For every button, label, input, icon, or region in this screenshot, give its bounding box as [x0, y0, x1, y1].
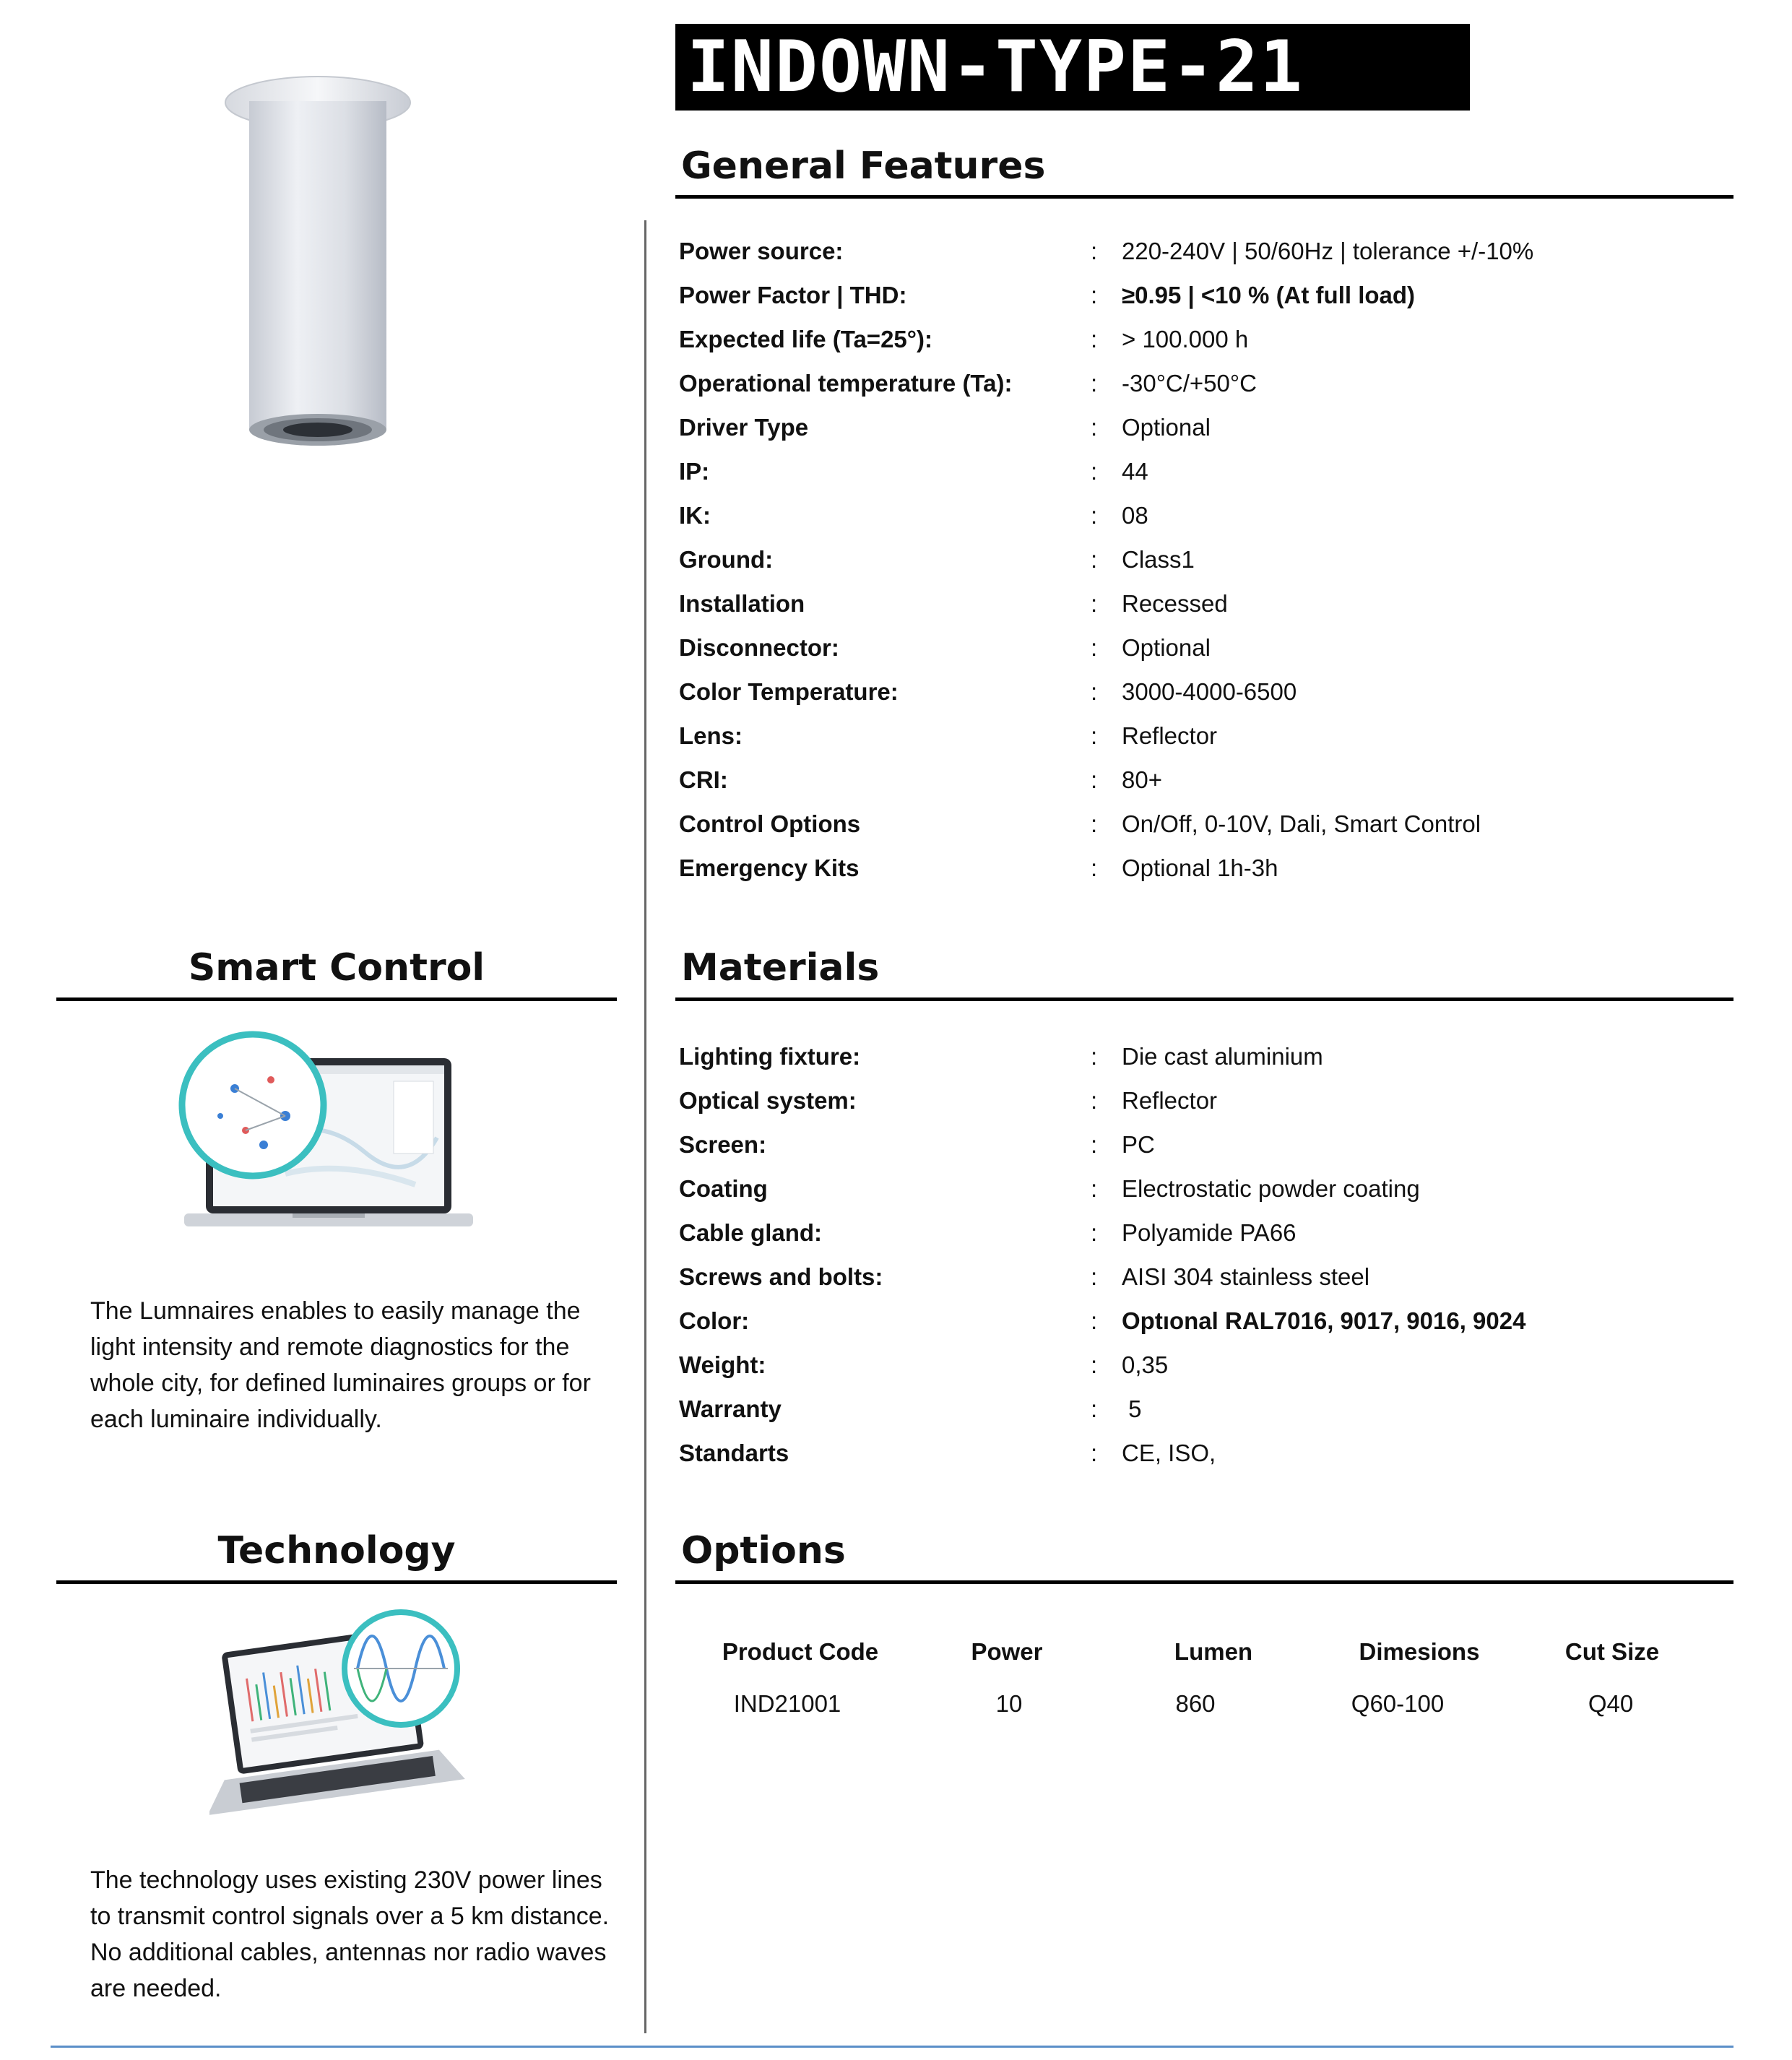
spec-colon: :: [1091, 854, 1098, 881]
spec-value: Reflector: [1122, 1087, 1218, 1114]
spec-value: 5: [1122, 1395, 1142, 1422]
spec-label: Color:: [679, 1307, 750, 1334]
spec-row: [679, 714, 1762, 758]
spec-colon: :: [1091, 1131, 1098, 1158]
spec-colon: :: [1091, 1263, 1098, 1290]
spec-label: Optical system:: [679, 1087, 857, 1114]
cell-dimensions: Q60-100: [1351, 1690, 1445, 1717]
spec-row: [679, 1211, 1762, 1255]
spec-label: Cable gland:: [679, 1219, 823, 1246]
smart-control-rule: [56, 997, 617, 1001]
technology-description: The technology uses existing 230V power lines to transmit control signals over a 5 km distance. No additional cables, antennas nor radio waves are needed.: [90, 1866, 610, 2002]
options-heading: Options: [681, 1529, 846, 1572]
spec-value: -30°C/+50°C: [1122, 370, 1257, 397]
spec-colon: :: [1091, 1307, 1098, 1334]
spec-row: [679, 229, 1762, 273]
spec-colon: :: [1091, 326, 1098, 352]
spec-colon: :: [1091, 678, 1098, 705]
spec-value: 08: [1122, 502, 1148, 529]
spec-label: Lens:: [679, 722, 743, 749]
spec-value: Optional 1h-3h: [1122, 854, 1278, 881]
spec-value: AISI 304 stainless steel: [1122, 1263, 1370, 1290]
spec-label: Warranty: [679, 1395, 782, 1422]
spec-colon: :: [1091, 1175, 1098, 1202]
spec-value: 3000-4000-6500: [1122, 678, 1297, 705]
column-header-cut-size: Cut Size: [1564, 1638, 1660, 1665]
spec-label: Lighting fixture:: [679, 1043, 861, 1070]
technology-heading: Technology: [217, 1529, 456, 1572]
spec-row: [679, 802, 1762, 846]
spec-value: Class1: [1122, 546, 1195, 573]
spec-label: Expected life (Ta=25°):: [679, 326, 932, 352]
spec-value: Optıonal RAL7016, 9017, 9016, 9024: [1122, 1307, 1526, 1334]
options-rule: [675, 1580, 1733, 1584]
footer-rule: [51, 2046, 1733, 2048]
spec-colon: :: [1091, 1395, 1098, 1422]
spec-colon: :: [1091, 1043, 1098, 1070]
spec-colon: :: [1091, 502, 1098, 529]
column-header-lumen: Lumen: [1174, 1638, 1253, 1665]
spec-row: [679, 1431, 1762, 1475]
spec-colon: :: [1091, 1351, 1098, 1378]
spec-value: 220-240V | 50/60Hz | tolerance +/-10%: [1122, 238, 1534, 264]
spec-row: [679, 1387, 1762, 1431]
spec-label: Installation: [679, 590, 805, 617]
spec-value: ≥0.95 | <10 % (At full load): [1122, 282, 1416, 308]
spec-row: [679, 537, 1762, 581]
spec-label: Disconnector:: [679, 634, 839, 661]
laptop-chart-image: [209, 1607, 484, 1817]
spec-colon: :: [1091, 1087, 1098, 1114]
spec-colon: :: [1091, 546, 1098, 573]
spec-value: Optional: [1122, 414, 1211, 441]
spec-label: Ground:: [679, 546, 774, 573]
spec-value: Optional: [1122, 634, 1211, 661]
spec-colon: :: [1091, 810, 1098, 837]
spec-colon: :: [1091, 414, 1098, 441]
spec-row: [679, 846, 1762, 890]
spec-row: [679, 317, 1762, 361]
spec-label: Control Options: [679, 810, 861, 837]
laptop-map-image: [177, 1029, 480, 1235]
spec-row: [679, 1122, 1762, 1167]
spec-label: CRI:: [679, 766, 728, 793]
product-image: [217, 72, 419, 455]
spec-row: [679, 1034, 1762, 1078]
spec-row: [679, 405, 1762, 449]
spec-row: [679, 581, 1762, 626]
spec-row: [679, 626, 1762, 670]
technology-rule: [56, 1580, 617, 1584]
spec-colon: :: [1091, 634, 1098, 661]
spec-value: PC: [1122, 1131, 1155, 1158]
spec-label: Driver Type: [679, 414, 809, 441]
spec-row: [679, 670, 1762, 714]
materials-table: [679, 1034, 1762, 1475]
cell-product-code: IND21001: [733, 1690, 841, 1717]
spec-row: [679, 1078, 1762, 1122]
spec-label: Screws and bolts:: [679, 1263, 883, 1290]
spec-row: [679, 1343, 1762, 1387]
column-divider: [644, 220, 646, 2033]
materials-rule: [675, 997, 1733, 1001]
spec-label: Screen:: [679, 1131, 767, 1158]
spec-colon: :: [1091, 458, 1098, 485]
spec-value: CE, ISO,: [1122, 1440, 1216, 1466]
general-features-heading: General Features: [681, 144, 1046, 188]
spec-value: Recessed: [1122, 590, 1228, 617]
spec-value: 80+: [1122, 766, 1162, 793]
spec-value: > 100.000 h: [1122, 326, 1249, 352]
column-header-dimensions: Dimesions: [1359, 1638, 1480, 1665]
spec-value: Die cast aluminium: [1122, 1043, 1323, 1070]
spec-colon: :: [1091, 1219, 1098, 1246]
spec-row: [679, 273, 1762, 317]
smart-control-heading: Smart Control: [188, 946, 485, 990]
general-features-rule: [675, 195, 1733, 199]
column-header-product-code: Product Code: [722, 1638, 879, 1665]
spec-label: Weight:: [679, 1351, 766, 1378]
spec-row: [679, 1255, 1762, 1299]
spec-label: IP:: [679, 458, 710, 485]
spec-label: Standarts: [679, 1440, 789, 1466]
column-header-power: Power: [971, 1638, 1043, 1665]
spec-row: [679, 758, 1762, 802]
cell-cut-size: Q40: [1588, 1690, 1634, 1717]
spec-value: 0,35: [1122, 1351, 1169, 1378]
spec-row: [679, 1167, 1762, 1211]
spec-row: [679, 449, 1762, 493]
spec-row: [679, 361, 1762, 405]
options-header-row: [679, 1638, 1726, 1682]
spec-label: Power source:: [679, 238, 844, 264]
spec-colon: :: [1091, 370, 1098, 397]
table-row: [679, 1690, 1726, 1734]
product-title: INDOWN-TYPE-21: [675, 24, 1470, 111]
spec-label: Operational temperature (Ta):: [679, 370, 1013, 397]
smart-control-description: The Lumnaires enables to easily manage the light intensity and remote diagnostics for the whole city, for defined luminaires groups or for each luminaire individually.: [90, 1297, 591, 1433]
spec-colon: :: [1091, 722, 1098, 749]
cell-lumen: 860: [1175, 1690, 1216, 1717]
spec-colon: :: [1091, 282, 1098, 308]
materials-heading: Materials: [681, 946, 880, 990]
spec-colon: :: [1091, 1440, 1098, 1466]
spec-row: [679, 493, 1762, 537]
spec-value: 44: [1122, 458, 1148, 485]
spec-label: Power Factor | THD:: [679, 282, 907, 308]
spec-row: [679, 1299, 1762, 1343]
spec-value: Electrostatic powder coating: [1122, 1175, 1420, 1202]
spec-value: On/Off, 0-10V, Dali, Smart Control: [1122, 810, 1481, 837]
spec-colon: :: [1091, 238, 1098, 264]
spec-label: Color Temperature:: [679, 678, 899, 705]
spec-value: Polyamide PA66: [1122, 1219, 1297, 1246]
cell-power: 10: [995, 1690, 1023, 1717]
spec-value: Reflector: [1122, 722, 1218, 749]
spec-label: Emergency Kits: [679, 854, 860, 881]
spec-colon: :: [1091, 766, 1098, 793]
spec-label: Coating: [679, 1175, 768, 1202]
general-features-table: [679, 229, 1762, 890]
spec-colon: :: [1091, 590, 1098, 617]
spec-label: IK:: [679, 502, 711, 529]
